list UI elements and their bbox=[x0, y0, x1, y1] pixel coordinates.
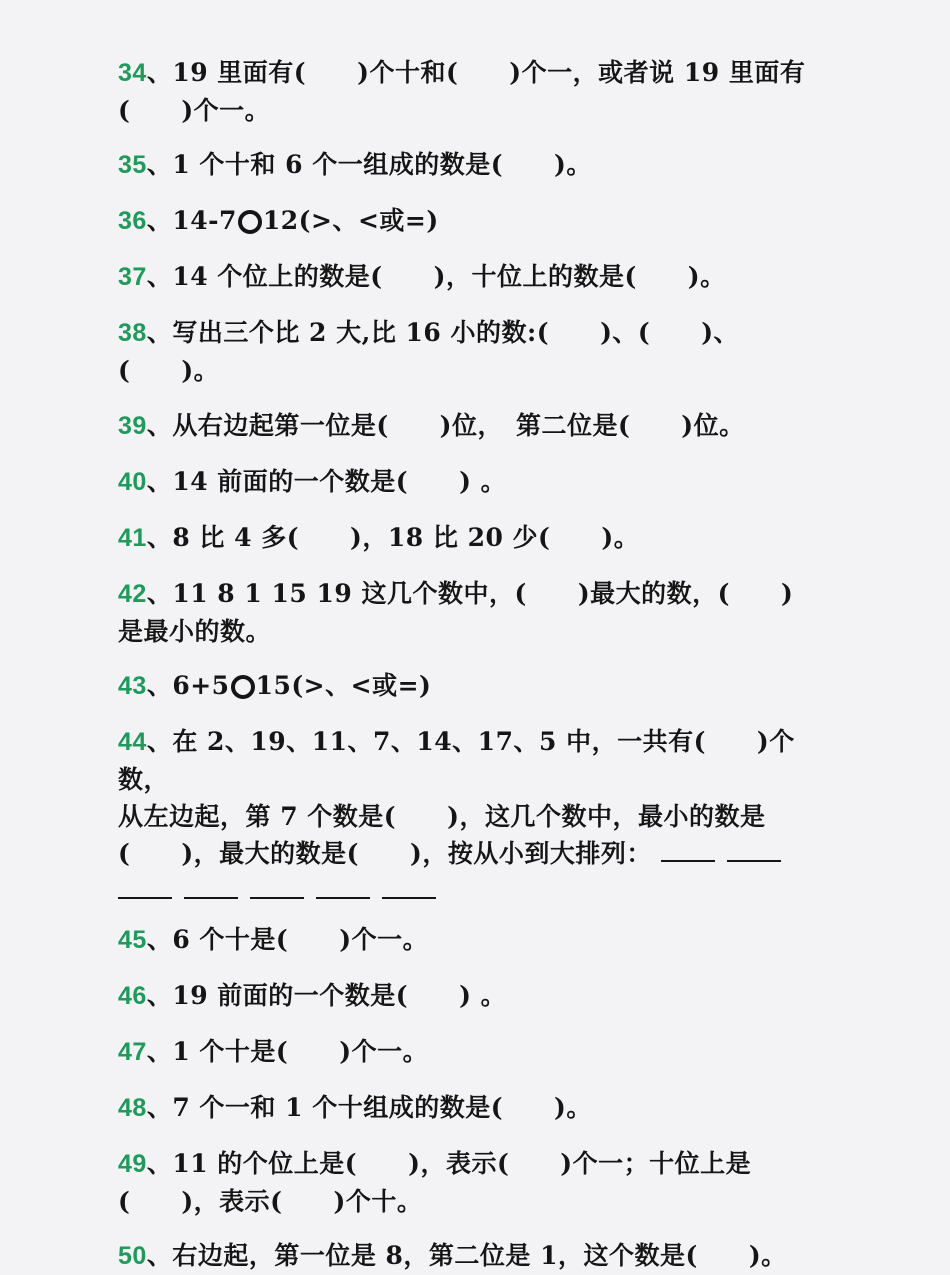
question-41 bbox=[118, 519, 840, 557]
question-number: 40 bbox=[118, 468, 147, 496]
question-38 bbox=[118, 314, 840, 389]
question-number: 39 bbox=[118, 412, 147, 440]
question-text: 、写出三个比 2 大,比 16 小的数:( )、( )、( )。 bbox=[118, 318, 740, 385]
answer-blank[interactable] bbox=[316, 877, 370, 899]
question-number: 50 bbox=[118, 1242, 147, 1270]
question-34 bbox=[118, 54, 840, 129]
answer-blank[interactable] bbox=[661, 840, 715, 862]
question-number: 35 bbox=[118, 151, 147, 179]
answer-blank[interactable] bbox=[184, 877, 238, 899]
question-number: 47 bbox=[118, 1038, 147, 1066]
question-number: 37 bbox=[118, 263, 147, 291]
question-text: 从左边起，第 7 个数是( )，这几个数中，最小的数是 bbox=[118, 802, 766, 831]
question-text: 、6 个十是( )个一。 bbox=[146, 925, 429, 954]
question-text: 、从右边起第一位是( )位， 第二位是( )位。 bbox=[146, 411, 745, 440]
question-number: 38 bbox=[118, 319, 147, 347]
question-number: 36 bbox=[118, 207, 147, 235]
compare-circle-icon[interactable] bbox=[238, 210, 262, 234]
question-35 bbox=[118, 146, 840, 184]
question-48 bbox=[118, 1089, 840, 1127]
answer-blank[interactable] bbox=[250, 877, 304, 899]
compare-circle-icon[interactable] bbox=[231, 675, 255, 699]
question-text: 、11 的个位上是( )，表示( )个一；十位上是 bbox=[146, 1149, 752, 1178]
question-text: 、1 个十和 6 个一组成的数是( )。 bbox=[146, 150, 592, 179]
question-text: 、19 里面有( )个十和( )个一，或者说 19 里面有 bbox=[146, 58, 806, 87]
question-number: 46 bbox=[118, 982, 147, 1010]
question-text: 、8 比 4 多( )，18 比 20 少( )。 bbox=[146, 523, 640, 552]
question-text: ( )，表示( )个十。 bbox=[118, 1187, 423, 1216]
answer-blank[interactable] bbox=[727, 840, 781, 862]
question-text: 、14 个位上的数是( )，十位上的数是( )。 bbox=[146, 262, 726, 291]
question-text: ( )，最大的数是( )，按从小到大排列： bbox=[118, 839, 652, 868]
question-49 bbox=[118, 1145, 840, 1220]
question-number: 34 bbox=[118, 59, 147, 87]
question-number: 43 bbox=[118, 672, 147, 700]
question-text: 、1 个十是( )个一。 bbox=[146, 1037, 429, 1066]
question-text: ( )个一。 bbox=[118, 96, 271, 125]
answer-blank-row bbox=[118, 872, 840, 909]
question-number: 48 bbox=[118, 1094, 147, 1122]
question-44 bbox=[118, 723, 840, 909]
question-number: 49 bbox=[118, 1150, 147, 1178]
question-40 bbox=[118, 463, 840, 501]
question-text: 、19 前面的一个数是( ) 。 bbox=[146, 981, 507, 1010]
question-text: 15(>、<或=) bbox=[255, 671, 432, 700]
question-text: 、7 个一和 1 个十组成的数是( )。 bbox=[146, 1093, 592, 1122]
question-text: 、右边起，第一位是 8，第二位是 1，这个数是( )。 bbox=[146, 1241, 787, 1270]
answer-blank[interactable] bbox=[118, 877, 172, 899]
question-text: 、11 8 1 15 19 这几个数中，( )最大的数，( ) bbox=[146, 579, 794, 608]
question-45 bbox=[118, 921, 840, 959]
question-text: 、在 2、19、11、7、14、17、5 中，一共有( )个数， bbox=[118, 727, 795, 794]
question-46 bbox=[118, 977, 840, 1015]
question-text: 、6+5 bbox=[146, 671, 230, 700]
question-number: 42 bbox=[118, 580, 147, 608]
question-50 bbox=[118, 1237, 840, 1275]
question-text: 是最小的数。 bbox=[118, 617, 272, 646]
question-number: 41 bbox=[118, 524, 147, 552]
question-text: 、14 前面的一个数是( ) 。 bbox=[146, 467, 507, 496]
question-number: 45 bbox=[118, 926, 147, 954]
question-42 bbox=[118, 575, 840, 650]
answer-blank[interactable] bbox=[382, 877, 436, 899]
question-47 bbox=[118, 1033, 840, 1071]
question-text: 、14-7 bbox=[146, 206, 237, 235]
question-36 bbox=[118, 202, 840, 240]
question-text: 12(>、<或=) bbox=[262, 206, 439, 235]
question-number: 44 bbox=[118, 728, 147, 756]
question-43 bbox=[118, 667, 840, 705]
question-37 bbox=[118, 258, 840, 296]
question-39 bbox=[118, 407, 840, 445]
